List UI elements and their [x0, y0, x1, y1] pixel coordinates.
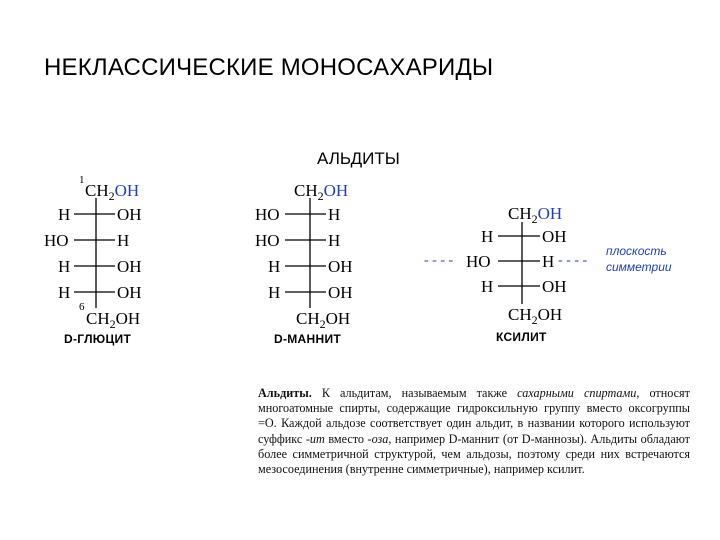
glucitol-row2-left: HO — [44, 231, 69, 250]
description-part2: , относят многоатомные спирты, содержащие гидроксильную группу вместо оксогруппы =О. Каждой альдозе соответствует один альдит, в названии которого используют суффикс — [258, 386, 690, 446]
glucitol-row1-left: H — [58, 205, 71, 224]
glucitol-name: D-ГЛЮЦИТ — [64, 332, 132, 346]
glucitol-row3-left: H — [58, 257, 71, 276]
glucitol-row1-right: OH — [117, 205, 142, 224]
mannitol-row1-right: H — [328, 205, 341, 224]
mannitol-row4-right: OH — [328, 283, 353, 302]
mannitol-row2-left: HO — [255, 231, 280, 250]
glucitol-top-group: $CH_2OH$ — [85, 181, 140, 203]
carbon-number-6: 6 — [79, 301, 85, 313]
glucitol-row4-left: H — [58, 283, 71, 302]
symmetry-plane-dash-right: - - - - — [558, 253, 588, 268]
glucitol-row4-right: OH — [117, 283, 142, 302]
xylitol-name: КСИЛИТ — [496, 330, 547, 344]
xylitol-top-group: $CH_2OH$ — [508, 204, 563, 226]
plane-label-line1: плоскость — [606, 244, 667, 258]
glucitol-row3-right: OH — [117, 257, 142, 276]
mannitol-top-group: $CH_2OH$ — [294, 181, 349, 203]
mannitol-row1-left: HO — [255, 205, 280, 224]
glucitol-row2-right: H — [117, 231, 130, 250]
symmetry-plane-dash-left: - - - - — [424, 253, 454, 268]
xylitol-row3-left: H — [481, 277, 494, 296]
xylitol-row1-right: OH — [542, 227, 567, 246]
mannitol-row3-left: H — [268, 257, 281, 276]
description-italic1: сахарными спиртами — [517, 386, 637, 400]
mannitol-row3-right: OH — [328, 257, 353, 276]
description-part3: вместо — [324, 431, 368, 446]
description-italic3: -оза — [367, 431, 389, 446]
section-heading: АЛЬДИТЫ — [317, 149, 400, 168]
mannitol-row4-left: H — [268, 283, 281, 302]
xylitol-bottom-group: $CH_2OH$ — [508, 305, 563, 327]
mannitol-bottom-group: $CH_2OH$ — [296, 309, 351, 331]
xylitol-row1-left: H — [481, 227, 494, 246]
slide-title: НЕКЛАССИЧЕСКИЕ МОНОСАХАРИДЫ — [44, 54, 494, 81]
description-italic2: -ит — [305, 431, 325, 446]
xylitol-row2-right: H — [542, 252, 555, 271]
xylitol-row3-right: OH — [542, 277, 567, 296]
plane-label-line2: симметрии — [606, 260, 672, 274]
description-part1: К альдитам, называемым также — [311, 386, 518, 400]
mannitol-row2-right: H — [328, 231, 341, 250]
xylitol-row2-left: HO — [466, 252, 491, 271]
alditols-description — [258, 386, 690, 477]
mannitol-name: D-МАННИТ — [274, 332, 342, 346]
carbon-number-1: 1 — [79, 174, 85, 186]
symmetry-plane-label — [606, 243, 672, 275]
description-part4: , например D-маннит (от D-маннозы). Альдиты обладают более симметричной структурой, чем альдозы, поэтому среди них встречаются мезосоединения (внутренне симметричные), например ксилит. — [258, 431, 691, 477]
description-lead: Альдиты. — [258, 386, 312, 400]
glucitol-bottom-group: $CH_2OH$ — [86, 309, 141, 331]
